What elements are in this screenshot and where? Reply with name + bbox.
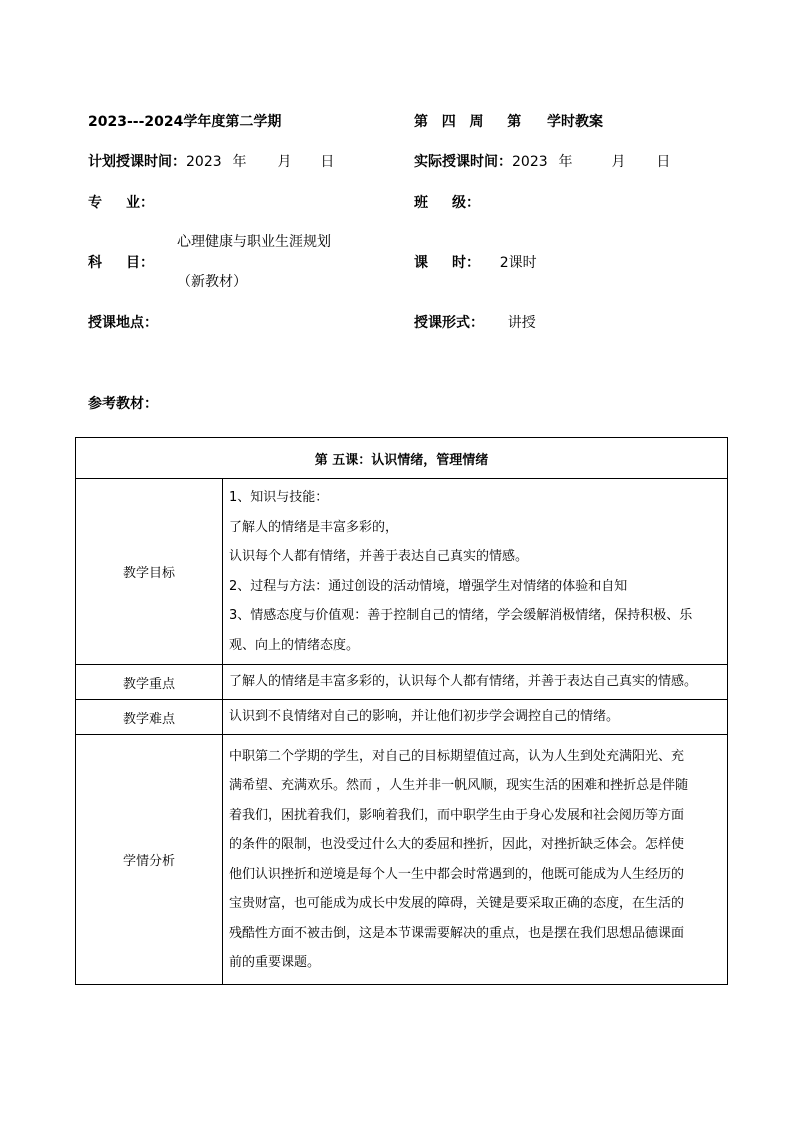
location-label: 授课地点： — [88, 315, 158, 331]
analysis-line: 残酷性方面不被击倒，这是本节课需要解决的重点，也是摆在我们思想品德课面 — [229, 925, 685, 941]
hours-label-2: 时： — [452, 255, 480, 271]
planned-year: 2023 — [186, 154, 222, 170]
analysis-line: 他们认识挫折和逆境是每个人一生中都会时常遇到的，他既可能成为人生经历的 — [229, 866, 685, 882]
actual-ri: 日 — [656, 154, 671, 170]
actual-time — [414, 153, 670, 171]
table-title-row — [76, 438, 728, 479]
subject-label-2: 目： — [126, 255, 154, 271]
objectives-row — [76, 479, 728, 665]
analysis-line: 满希望、充满欢乐。然而 ，人生并非一帆风顺，现实生活的困难和挫折总是伴随 — [229, 778, 689, 793]
actual-year: 2023 — [512, 154, 548, 170]
week-title — [414, 113, 603, 131]
planned-nian: 年 — [232, 154, 247, 170]
reference-field — [88, 395, 158, 413]
analysis-content — [223, 735, 728, 985]
hours-label-1: 课 — [414, 255, 428, 271]
hours-field — [414, 254, 537, 272]
analysis-line: 的条件的限制，也没受过什么大的委屈和挫折，因此，对挫折缺乏体会。怎样使 — [229, 837, 685, 852]
analysis-line: 着我们，困扰着我们，影响着我们，而中职学生由于身心发展和社会阅历等方面 — [229, 807, 685, 823]
difficulties-text: 认识到不良情绪对自己的影响，并让他们初步学会调控自己的情绪。 — [229, 709, 620, 724]
objectives-line: 3、情感态度与价值观：善于控制自己的情绪，学会缓解消极情绪，保持积极、乐 — [229, 608, 693, 623]
key-points-text: 了解人的情绪是丰富多彩的，认识每个人都有情绪，并善于表达自己真实的情感。 — [229, 674, 698, 689]
form-field — [414, 314, 536, 332]
actual-yue: 月 — [611, 154, 626, 170]
objectives-content — [223, 479, 728, 665]
planned-ri: 日 — [320, 154, 335, 170]
key-points-row — [76, 665, 728, 700]
reference-label: 参考教材： — [88, 396, 158, 412]
lesson-plan-label: 学时教案 — [547, 114, 603, 130]
hours-value: 2课时 — [499, 255, 537, 271]
form-label: 授课形式： — [414, 315, 484, 331]
objectives-line: 观、向上的情绪态度。 — [229, 637, 360, 653]
subject-value-line1: 心理健康与职业生涯规划 — [177, 234, 331, 250]
objectives-line: 2、过程与方法：通过创设的活动情境，增强学生对情绪的体验和自知 — [229, 578, 628, 594]
difficulties-row — [76, 700, 728, 735]
form-value: 讲授 — [507, 315, 536, 331]
location-field — [88, 314, 158, 332]
week-number: 四 — [441, 114, 456, 130]
lesson-table — [75, 437, 728, 985]
class-label-2: 级： — [452, 195, 480, 211]
planned-time — [88, 153, 334, 171]
key-points-content — [223, 665, 728, 700]
major-label-1: 专 — [88, 195, 102, 211]
analysis-label: 学情分析 — [76, 735, 223, 985]
term-title: 2023---2024学年度第二学期 — [88, 114, 282, 130]
subject-label-1: 科 — [88, 255, 102, 271]
major-label-2: 业： — [126, 195, 154, 211]
planned-yue: 月 — [277, 154, 292, 170]
planned-time-label: 计划授课时间： — [88, 154, 186, 170]
objectives-line: 了解人的情绪是丰富多彩的， — [229, 519, 399, 535]
difficulties-content — [223, 700, 728, 735]
lesson-title: 第 五课：认识情绪，管理情绪 — [76, 438, 728, 479]
analysis-row — [76, 735, 728, 985]
week-di2: 第 — [507, 114, 522, 130]
class-field — [414, 194, 480, 212]
week-di: 第 — [414, 114, 428, 130]
difficulties-label: 教学难点 — [76, 700, 223, 735]
subject-value-line2: （新教材） — [177, 274, 247, 290]
week-zhou: 周 — [469, 114, 484, 130]
analysis-line: 宝贵财富，也可能成为成长中发展的障碍，关键是要采取正确的态度，在生活的 — [229, 896, 685, 911]
actual-time-label: 实际授课时间： — [414, 154, 512, 170]
major-field — [88, 194, 154, 212]
objectives-line: 认识每个人都有情绪，并善于表达自己真实的情感。 — [229, 549, 529, 564]
analysis-line: 中职第二个学期的学生，对自己的目标期望值过高，认为人生到处充满阳光、充 — [229, 748, 685, 764]
actual-nian: 年 — [558, 154, 573, 170]
analysis-line: 前的重要课题。 — [229, 955, 321, 970]
subject-label — [88, 254, 154, 272]
objectives-label: 教学目标 — [76, 479, 223, 665]
class-label-1: 班 — [414, 195, 428, 211]
key-points-label: 教学重点 — [76, 665, 223, 700]
objectives-line: 1、知识与技能： — [229, 490, 329, 505]
